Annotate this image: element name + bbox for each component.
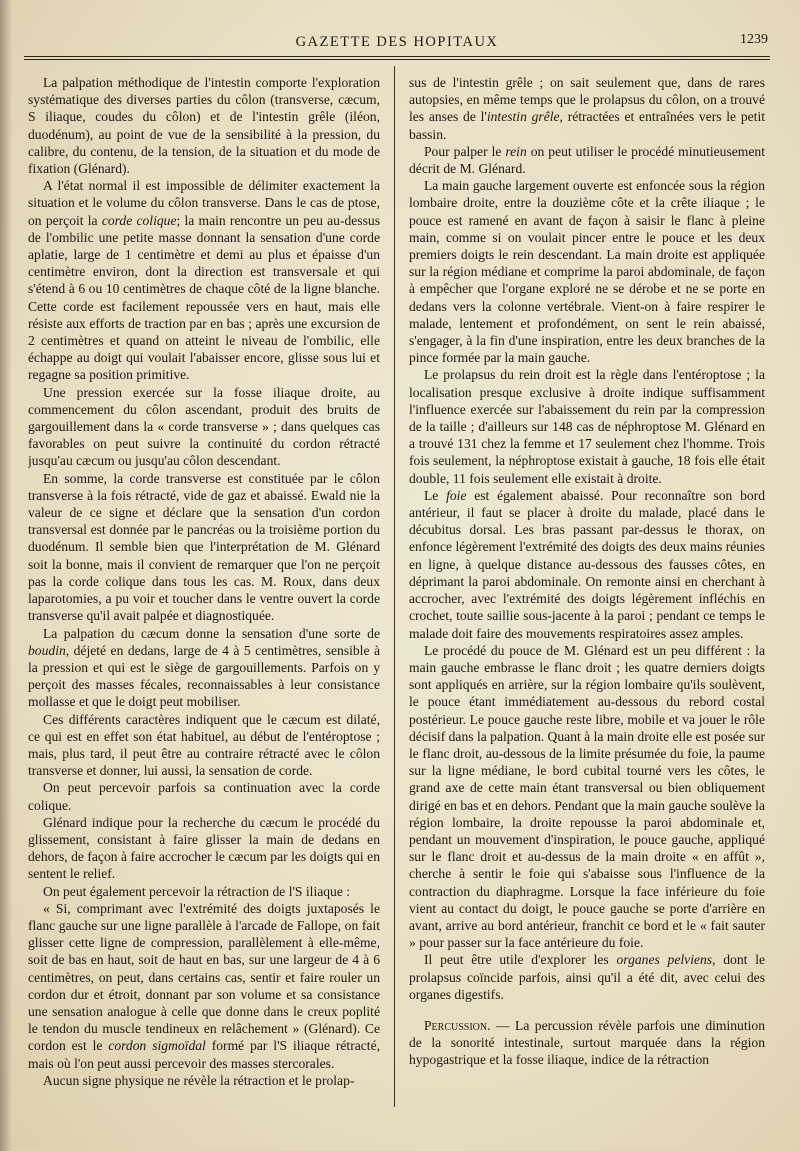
right-column bbox=[409, 74, 765, 1121]
italic-term: intestin grêle bbox=[486, 109, 560, 125]
paragraph-text: — La percussion révèle parfois une diminution de la sonorité intestinale, surtout marquée dans la région hypogastrique et la fosse iliaque, indice de la rétraction bbox=[409, 1017, 765, 1068]
paragraph-text: Glénard indique pour la recherche du cæcum le procédé du glissement, consistant à faire glisser la main de dedans en dehors, de façon à faire accrocher le cæcum par les doigts qui en sentent le relief. bbox=[28, 814, 380, 882]
paragraph-text: A l'état normal il est impossible de délimiter exactement la situation et le volume du côlon transverse. Dans le cas de ptose, on perçoit la bbox=[28, 178, 380, 228]
paragraph-text: On peut percevoir parfois sa continuation avec la corde colique. bbox=[28, 780, 380, 813]
italic-term: corde colique bbox=[101, 212, 177, 228]
paragraph bbox=[28, 384, 380, 470]
paragraph-text: Aucun signe physique ne révèle la rétraction et le prolap- bbox=[43, 1072, 355, 1088]
paragraph bbox=[28, 900, 380, 1072]
paragraph bbox=[28, 625, 380, 711]
italic-term: boudin bbox=[28, 642, 66, 658]
paragraph bbox=[28, 814, 380, 883]
paragraph bbox=[28, 883, 380, 900]
left-column bbox=[28, 74, 380, 1121]
paragraph-text: On peut également percevoir la rétraction de l'S iliaque : bbox=[43, 883, 351, 899]
paragraph-text: formé par l'S iliaque rétracté, mais où l'on peut aussi percevoir des masses stercorales. bbox=[28, 1038, 380, 1071]
italic-term: rein bbox=[505, 143, 527, 159]
paragraph-text: , dont le prolapsus coïncide parfois, ainsi qu'il a été dit, avec celui des organes digestifs. bbox=[409, 952, 765, 1002]
paragraph-text: « Si, comprimant avec l'extrémité des doigts juxtaposés le flanc gauche sur une ligne parallèle à l'arcade de Fallope, on fait glisser cette ligne de compression, parallèlement à elle-même, soit de bas en haut, soit de haut en bas, sur une largeur de 4 à 6 centimètres, on peut, dans certains cas, sentir et faire rouler un cordon dur et étroit, donnant par son volume et sa consistance une sensation analogue à celle que donne dans le creux poplité le tendon du muscle tendineux en relâchement » (Glénard). Ce cordon est le bbox=[28, 900, 380, 1054]
paragraph-text: , rétractées et entraînées vers le petit bassin. bbox=[409, 109, 765, 142]
paragraph-text: La palpation du cæcum donne la sensation d'une sorte de bbox=[43, 625, 380, 641]
paragraph-text: Le procédé du pouce de M. Glénard est un peu différent : la main gauche embrasse le flanc droit ; les quatre derniers doigts sont appliqués en arrière, sur la région lombaire qu'ils soulèvent, le pouce étant immédiatement au-dessous du rebord costal postérieur. Le pouce gauche reste libre, mobile et va jouer le rôle décisif dans la palpation. Quant à la main droite elle est posée sur le flanc droit, au-dessous de la limite présumée du foie, la paume sur la ligne médiane, le bord cubital tourné vers les côtes, le grand axe de cette main étant transversal ou bien obliquement dirigé en bas et en dehors. Pendant que la main gauche soulève la région lombaire, la droite repousse la paroi abdominale et, pendant un mouvement d'inspiration, le pouce gauche, appliqué sur le flanc droit et au-dessus de la main droite « en affût », cherche à sentir le foie qui s'abaisse sous l'influence de la contraction du diaphragme. Lorsque la face inférieure du foie vient au contact du doigt, le pouce gauche se porte d'arrière en avant, arrive au bord antérieur, franchit ce bord et le « fait sauter » pour passer sur la face antérieure du foie. bbox=[409, 642, 765, 951]
paragraph bbox=[28, 74, 380, 177]
paragraph-text: Il peut être utile d'explorer les bbox=[424, 952, 617, 968]
paragraph-text: est également abaissé. Pour reconnaître son bord antérieur, il faut se placer à droite du malade, placé dans le décubitus dorsal. Les bras passant par-dessus le thorax, on enfonce légèrement l'extrémité des doigts des deux mains réunies en ligne, à quelque distance au-dessous des fausses côtes, en déprimant la paroi abdominale. On remonte ainsi en cherchant à accrocher, avec l'extrémité des doigts légèrement infléchis en crochet, toute saillie sous-jacente à la paroi ; pendant ce temps le malade doit faire des mouvements respiratoires assez amples. bbox=[409, 487, 765, 641]
paragraph-text: En somme, la corde transverse est constituée par le côlon transverse à la fois rétracté, vide de gaz et abaissé. Ewald nie la valeur de ce signe et déclare que la sensation d'un cordon transversal est donnée par le pancréas ou la troisième portion du duodénum. Il semble bien que l'interprétation de M. Glénard soit la bonne, mais il convient de remarquer que l'on ne perçoit pas la corde colique dans tous les cas. M. Roux, dans deux laparotomies, a pu voir et toucher dans le ventre ouvert la corde transverse qu'il avait palpée et diagnostiquée. bbox=[28, 470, 380, 624]
section-heading: Percussion. bbox=[424, 1017, 491, 1033]
running-title: GAZETTE DES HOPITAUX bbox=[295, 34, 499, 50]
paragraph bbox=[409, 177, 765, 366]
paragraph bbox=[28, 711, 380, 780]
paragraph bbox=[28, 1072, 380, 1089]
paragraph-text: Le bbox=[424, 487, 447, 503]
paragraph-text: Ces différents caractères indiquent que le cæcum est dilaté, ce qui est en effet son état habituel, au début de l'entéroptose ; mais, plus tard, il peut être au contraire rétracté avec le côlon transverse et donner, lui aussi, la sensation de corde. bbox=[28, 711, 380, 779]
paragraph-text: La main gauche largement ouverte est enfoncée sous la région lombaire droite, entre la douzième côte et la crête iliaque ; le pouce est ramené en avant de façon à saisir le flanc à pleine main, comme si on voulait pincer entre le pouce et les deux premiers doigts le rein descendant. La main droite est appliquée sur la région médiane et comprime la paroi abdominale, de façon à empêcher que l'organe exploré ne se dérobe et ne se porte en dedans vers la colonne vertébrale. Vient-on à faire respirer le malade, lentement et profondément, on sent le rein abaissé, s'engager, à la fin d'une inspiration, entre les deux branches de la pince formée par la main gauche. bbox=[409, 178, 765, 366]
paragraph bbox=[409, 487, 765, 642]
paragraph-text: La palpation méthodique de l'intestin comporte l'exploration systématique des diverses parties du côlon (transverse, cæcum, S iliaque, coudes du côlon) et de l'intestin grêle (iléon, duodénum), au point de vue de la sensibilité à la pression, du calibre, du contenu, de la tension, de la situation et du mode de fixation (Glénard). bbox=[28, 75, 380, 177]
paragraph bbox=[28, 177, 380, 383]
italic-term: foie bbox=[446, 487, 467, 503]
paragraph-text: ; la main rencontre un peu au-dessus de l'ombilic une petite masse donnant la sensation d'une corde aplatie, large de 1 centimètre et demi au plus et épaisse d'un centimètre environ, dont la direction est transversale et qui s'étend à 6 ou 10 centimètres de chaque côté de la ligne blanche. Cette corde est facilement repoussée vers en haut, mais elle résiste aux efforts de traction par en bas ; après une excursion de 2 centimètres et quand on atteint le niveau de l'ombilic, elle échappe au doigt qui voulait l'abaisser encore, glisse sous lui et regagne sa position primitive. bbox=[28, 212, 380, 383]
paragraph bbox=[28, 779, 380, 813]
paragraph bbox=[409, 74, 765, 143]
paragraph-text: Une pression exercée sur la fosse iliaque droite, au commencement du côlon ascendant, produit des bruits de gargouillement dans la « corde transverse » ; dans quelques cas favorables on peut suivre la continuité du cordon rétracté jusqu'au cæcum ou jusqu'au côlon descendant. bbox=[28, 384, 380, 469]
page-number: 1239 bbox=[740, 32, 768, 47]
paragraph-text: Pour palper le bbox=[424, 143, 506, 159]
paragraph-text: on peut utiliser le procédé minutieusement décrit de M. Glénard. bbox=[409, 143, 765, 177]
paragraph bbox=[409, 1017, 765, 1069]
paragraph bbox=[28, 470, 380, 625]
header-rule bbox=[24, 56, 770, 57]
header-rule-double bbox=[24, 59, 770, 60]
paragraph bbox=[409, 951, 765, 1003]
page-shadow bbox=[0, 0, 12, 1151]
italic-term: cordon sigmoïdal bbox=[108, 1038, 206, 1054]
paragraph-text: Le prolapsus du rein droit est la règle dans l'entéroptose ; la localisation presque exclusive à droite indique suffisamment l'influence exercée sur l'abaissement du rein par la compression de la taille ; d'ailleurs sur 148 cas de néphroptose M. Glénard en a trouvé 131 chez la femme et 17 seulement chez l'homme. Trois fois seulement, la néphroptose existait à gauche, 18 fois elle était double, 11 fois seulement elle existait à droite. bbox=[409, 367, 765, 486]
italic-term: organes pelviens bbox=[616, 952, 713, 968]
paragraph-text: , déjeté en dedans, large de 4 à 5 centimètres, sensible à la pression et qui est le siège de gargouillements. Parfois on y perçoit des masses fécales, reconnaissables à leur consistance mollasse et que le doigt peut mobiliser. bbox=[28, 642, 380, 710]
paragraph-text: sus de l'intestin grêle ; on sait seulement que, dans de rares autopsies, en même temps que le prolapsus du côlon, on a trouvé les anses de l' bbox=[409, 75, 765, 125]
column-divider bbox=[394, 66, 395, 1107]
paragraph bbox=[409, 366, 765, 486]
paragraph bbox=[409, 143, 765, 177]
paragraph bbox=[409, 642, 765, 952]
